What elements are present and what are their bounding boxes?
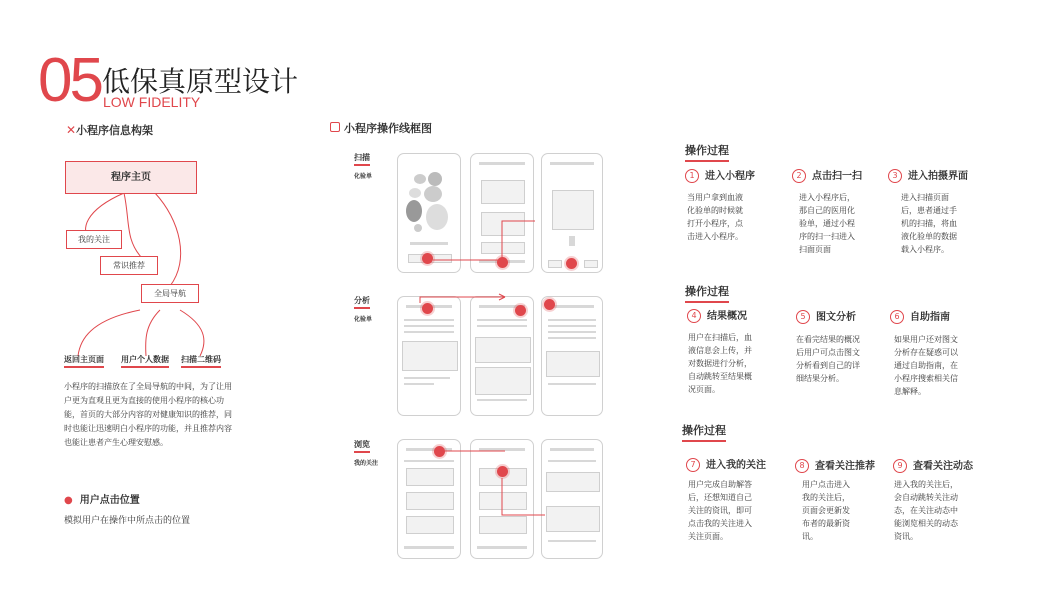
leaf-scan-qr: 扫描二维码 bbox=[181, 354, 221, 368]
wireframe-heading: 小程序操作线框图 bbox=[330, 120, 432, 136]
section-number: 05 bbox=[38, 46, 101, 115]
architecture-description: 小程序的扫描放在了全局导航的中间，为了让用户更为直观且更为直接的使用小程序的核心功能，首页的大部分内容的对健康知识的推荐，同时也能让迅速明白小程序的功能，并且推荐内容也能让患者产生心理安慰感。 bbox=[64, 382, 232, 447]
step-5-title: 5 图文分析 bbox=[796, 308, 856, 324]
node-my-follow: 我的关注 bbox=[66, 230, 122, 249]
row-label-scan: 扫描 化验单 bbox=[354, 153, 373, 180]
leaf-return-home: 返回主页面 bbox=[64, 354, 104, 368]
node-recommend: 常识推荐 bbox=[100, 256, 158, 275]
step-6-title: 6 自助指南 bbox=[890, 308, 950, 324]
process-heading-2: 操作过程 bbox=[685, 283, 729, 303]
step-5-body: 在看完结果的概况 后用户可点击图文 分析看到自己的详 细结果分析。 bbox=[796, 335, 860, 383]
info-architecture-heading: ✕小程序信息构架 bbox=[66, 123, 154, 137]
bullet-dot-icon: ● bbox=[64, 495, 73, 506]
step-9-title: 9 查看关注动态 bbox=[893, 457, 973, 473]
step-3-body: 进入扫描页面 后，患者通过手 机的扫描，将血 液化验单的数据 载入小程序。 bbox=[901, 193, 957, 254]
step-4-body: 用户在扫描后，血 液信息会上传，并 对数据进行分析， 自动跳转至结果概 况页面。 bbox=[688, 333, 752, 394]
node-global-nav: 全局导航 bbox=[141, 284, 199, 303]
step-1-body: 当用户拿到血液 化验单的时候就 打开小程序，点 击进入小程序。 bbox=[687, 193, 743, 241]
page-title: 低保真原型设计 bbox=[102, 65, 299, 98]
step-3-title: 3 进入拍摄界面 bbox=[888, 167, 968, 183]
row-label-browse: 浏览 我的关注 bbox=[354, 440, 379, 467]
step-6-body: 如果用户还对图文 分析存在疑惑可以 通过自助指南，在 小程序搜索相关信 息解释。 bbox=[894, 335, 958, 396]
step-4-title: 4 结果概况 bbox=[687, 307, 747, 323]
page-subtitle: LOW FIDELITY bbox=[103, 94, 201, 110]
step-8-title: 8 查看关注推荐 bbox=[795, 457, 875, 473]
click-position-heading: ● 用户点击位置 bbox=[64, 495, 140, 506]
step-9-body: 进入我的关注后， 会自动跳转关注动 态，在关注动态中 能浏览相关的动态 资讯。 bbox=[894, 480, 958, 541]
leaf-user-data: 用户个人数据 bbox=[121, 354, 169, 368]
step-1-title: 1 进入小程序 bbox=[685, 167, 755, 183]
step-8-body: 用户点击进入 我的关注后， 页面会更新发 布者的最新资 讯。 bbox=[802, 480, 850, 541]
row-label-analyze: 分析 化验单 bbox=[354, 296, 373, 323]
flow-arrows bbox=[390, 145, 610, 565]
step-7-title: 7 进入我的关注 bbox=[686, 456, 766, 472]
square-icon bbox=[330, 122, 340, 132]
process-heading-3: 操作过程 bbox=[682, 422, 726, 442]
step-2-body: 进入小程序后， 那自己的医用化 验单，通过小程 序的扫一扫进入 扫面页面 bbox=[799, 193, 855, 254]
process-heading-1: 操作过程 bbox=[685, 142, 729, 162]
step-2-title: 2 点击扫一扫 bbox=[792, 167, 862, 183]
cross-icon: ✕ bbox=[66, 123, 77, 137]
step-7-body: 用户完成自助解答 后，还想知道自己 关注的资讯，即可 点击我的关注进入 关注页面。 bbox=[688, 480, 752, 541]
click-position-desc: 模拟用户在操作中所点击的位置 bbox=[64, 516, 191, 526]
root-box-home: 程序主页 bbox=[65, 161, 197, 194]
